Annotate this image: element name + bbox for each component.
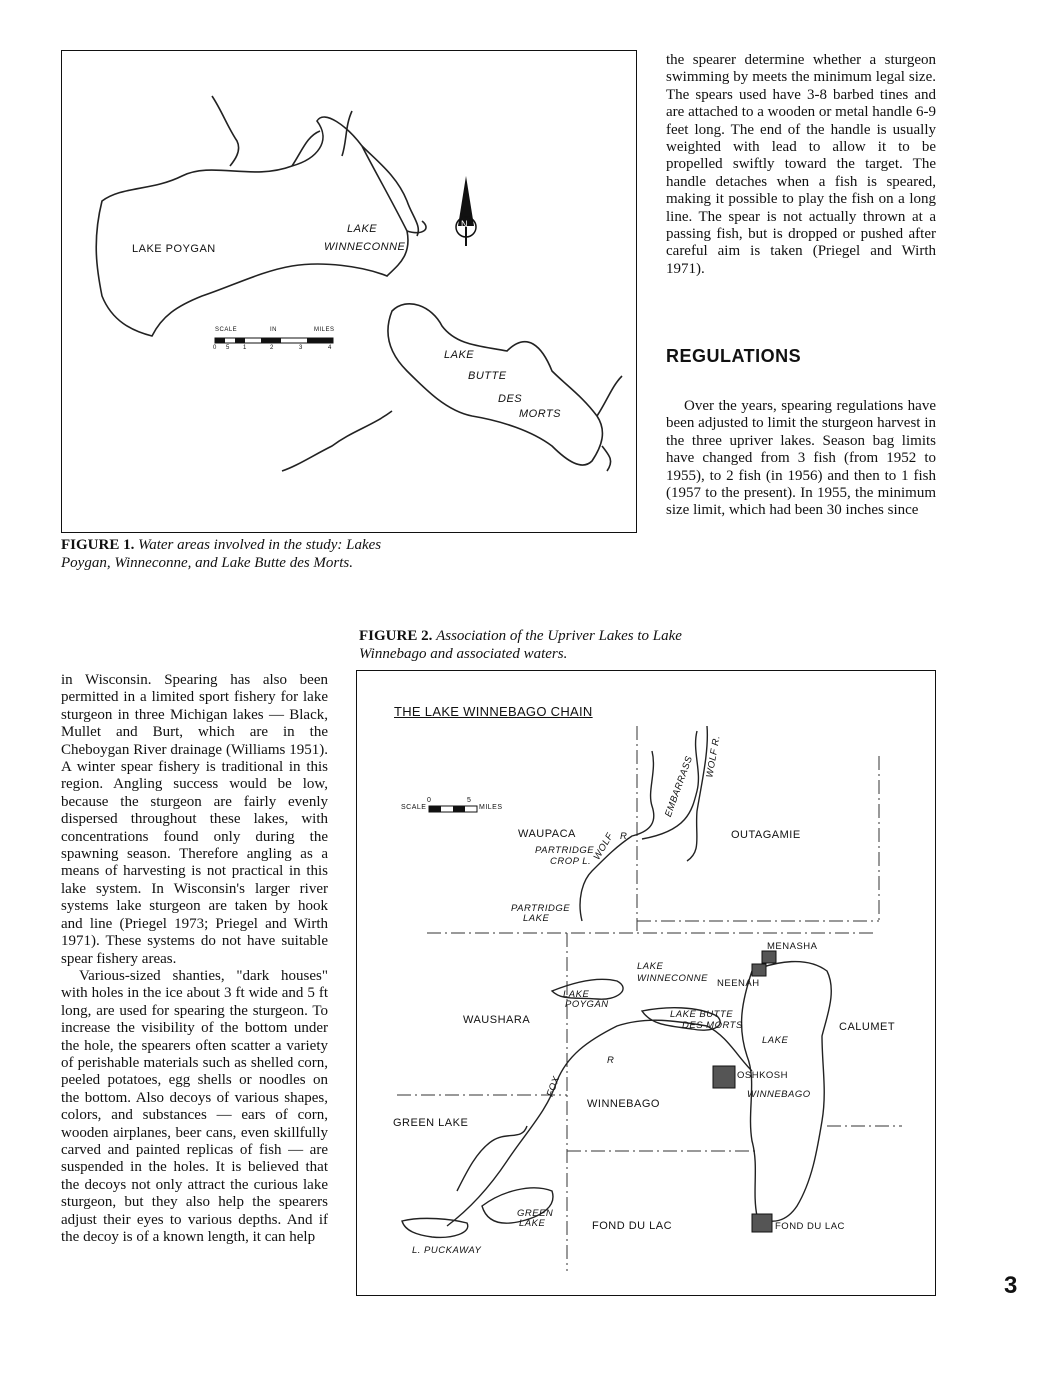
north-arrow-icon <box>456 176 476 246</box>
label-lake-butte-1: LAKE <box>444 349 475 361</box>
north-label: N <box>461 219 468 229</box>
water-green-lake-1: GREEN <box>517 1208 554 1219</box>
river-east-2 <box>597 376 622 416</box>
spear-description-paragraph: the spearer determine whether a sturgeon swimming by meets the minimum legal size. The spears used have 3-8 barbed tines and are attached to a wooden or metal handle 6-9 feet long. The end of the handle is usually weighted with lead to allow it to be propelled swiftly toward the target. The handle detaches when a fish is speared, making it possible to play the fish on a long line. The spear is not actually thrown at a passing fish, but is dropped or pushed after careful aim is taken (Priegel and Wirth 1971). <box>666 52 936 277</box>
city-neenah: NEENAH <box>717 978 760 989</box>
figure1-map <box>61 50 637 533</box>
figure2-caption-text: Association of the Upriver Lakes to Lake Winnebago and associated waters. <box>359 628 682 662</box>
figure1-caption-text: Water areas involved in the study: Lakes Poygan, Winneconne, and Lake Butte des Morts. <box>61 537 382 571</box>
figure2-scale-bar <box>429 806 477 812</box>
river-southwest <box>282 411 392 471</box>
scale-label-left: SCALE <box>215 327 238 333</box>
scale-label-mid: IN <box>270 327 277 333</box>
neenah-city-block <box>752 964 766 976</box>
fond-du-lac-city-block <box>752 1214 772 1232</box>
scale-label-right: MILES <box>314 327 335 333</box>
water-partridge-crop-2: CROP L. <box>550 856 592 867</box>
water-lake-winnebago-1: LAKE <box>762 1035 789 1046</box>
city-oshkosh: OSHKOSH <box>737 1070 789 1081</box>
city-menasha: MENASHA <box>767 941 818 952</box>
label-lake-butte-2: BUTTE <box>468 370 507 382</box>
county-winnebago: WINNEBAGO <box>587 1098 660 1110</box>
county-calumet: CALUMET <box>839 1021 896 1033</box>
water-puckaway: L. PUCKAWAY <box>412 1245 482 1256</box>
right-column-paragraph <box>666 52 936 278</box>
county-waupaca: WAUPACA <box>518 828 576 840</box>
fox-river <box>447 1020 752 1226</box>
river-outlet <box>602 446 611 471</box>
oshkosh-city-block <box>713 1066 735 1088</box>
label-lake-butte-3: DES <box>498 393 523 405</box>
county-fond-du-lac: FOND DU LAC <box>592 1220 673 1232</box>
figure2-scale-zero: 0 <box>427 797 432 804</box>
water-lake-poygan-1: LAKE <box>563 989 590 1000</box>
figure2-caption-label: FIGURE 2. <box>359 628 433 644</box>
water-partridge-lake-2: LAKE <box>523 913 550 924</box>
spearing-paragraph-1: in Wisconsin. Spearing has also been permitted in a limited sport fishery for lake sturgeon in three Michigan lakes — Black, Mullet and Burt, which are in the Cheboygan River drainage (Williams 1951). A winter spear fishery is traditional in this region. Angling success would be low, because the sturgeon are fairly evenly dispersed throughout these lakes, with concentrations found only during the spawning season. Therefore angling as a means of harvesting is not practical in this lake system. In Wisconsin's larger river systems lake sturgeon are taken by hook and line (Priegel 1973; Priegel and Wirth 1971). These systems do not have suitable spear fishery areas. <box>61 672 328 967</box>
water-wolf-r2: R. <box>620 831 631 842</box>
scale-tick-4: 4 <box>328 345 332 351</box>
figure1-lake-outlines <box>62 51 638 534</box>
water-lake-poygan-2: POYGAN <box>565 999 609 1010</box>
scale-tick-5: 5 <box>226 345 230 351</box>
water-wolf-r: WOLF R. <box>704 734 723 779</box>
water-lake-winneconne-1: LAKE <box>637 961 664 972</box>
water-wolf: WOLF <box>591 830 616 863</box>
regulations-paragraph: Over the years, spearing regulations have been adjusted to limit the sturgeon harvest in the three upriver lakes. Season bag limits have changed from 3 fish (from 1952 to 1955), to 2 fish (in 1956) and then to 1 fish (1957 to the present). In 1955, the minimum size limit, which had been 30 inches since <box>666 398 936 519</box>
figure1-caption <box>61 537 433 572</box>
water-lake-butte-1: LAKE BUTTE <box>670 1009 734 1020</box>
water-fox-r: R <box>607 1055 615 1066</box>
lake-butte-des-morts-shoreline <box>388 304 602 465</box>
water-partridge-lake-1: PARTRIDGE <box>511 903 571 914</box>
city-fond-du-lac: FOND DU LAC <box>775 1221 845 1232</box>
label-lake-winneconne-1: LAKE <box>347 223 378 235</box>
label-lake-winneconne-2: WINNECONNE <box>324 241 406 253</box>
page-number: 3 <box>1004 1272 1018 1299</box>
regulations-heading: REGULATIONS <box>666 346 802 366</box>
left-column <box>61 672 328 1246</box>
figure2-caption <box>359 628 739 663</box>
figure1-scale-bar <box>215 338 333 343</box>
spearing-paragraph-2: Various-sized shanties, "dark houses" with holes in the ice about 3 ft wide and 5 ft long, are used for spearing the sturgeon. To increase the visibility of the bottom under the hole, the spearers often scatter a variety of perishable materials such as shelled corn, peeled potatoes, egg shells or noodles on the bottom. Also decoys of various shapes, colors, and substances — ears of corn, wooden airplanes, beer cans, even skillfully carved and painted replicas of fish — are suspended in the holes. It is believed that the decoys not only attract the curious lake sturgeon, but they also help the spearers adjust their eyes to various depths. And if the decoy is of a known length, it can help <box>61 967 328 1245</box>
regulations-text <box>666 398 936 520</box>
menasha-city-block <box>762 951 776 963</box>
scale-tick-1: 1 <box>243 345 247 351</box>
figure2-scale-five: 5 <box>467 797 472 804</box>
figure2-scale-miles: MILES <box>479 804 503 811</box>
water-fox: FOX <box>544 1074 563 1099</box>
water-partridge-crop-1: PARTRIDGE <box>535 845 595 856</box>
scale-tick-2: 2 <box>270 345 274 351</box>
water-lake-winnebago-2: WINNEBAGO <box>747 1089 811 1100</box>
label-lake-butte-4: MORTS <box>519 408 562 420</box>
wolf-river <box>580 751 654 921</box>
water-green-lake-2: LAKE <box>519 1218 546 1229</box>
label-lake-poygan: LAKE POYGAN <box>132 243 216 255</box>
figure2-lines <box>357 671 937 1297</box>
scale-tick-0: 0 <box>213 345 217 351</box>
river-north-1 <box>212 96 239 166</box>
scale-tick-3: 3 <box>299 345 303 351</box>
embarrass-river <box>642 731 698 839</box>
water-lake-winneconne-2: WINNECONNE <box>637 973 708 984</box>
winnebago-chain-title: THE LAKE WINNEBAGO CHAIN <box>394 704 593 719</box>
wolf-river-north <box>687 726 707 861</box>
county-green-lake: GREEN LAKE <box>393 1117 469 1129</box>
water-embarrass: EMBARRASS <box>662 754 696 819</box>
figure2-map <box>356 670 936 1296</box>
figure2-scale-left: SCALE <box>401 804 427 811</box>
county-outagamie: OUTAGAMIE <box>731 829 801 841</box>
county-waushara: WAUSHARA <box>463 1014 531 1026</box>
water-lake-butte-2: DES MORTS <box>682 1020 743 1031</box>
figure1-caption-label: FIGURE 1. <box>61 537 135 553</box>
puckaway-outline <box>402 1218 468 1237</box>
